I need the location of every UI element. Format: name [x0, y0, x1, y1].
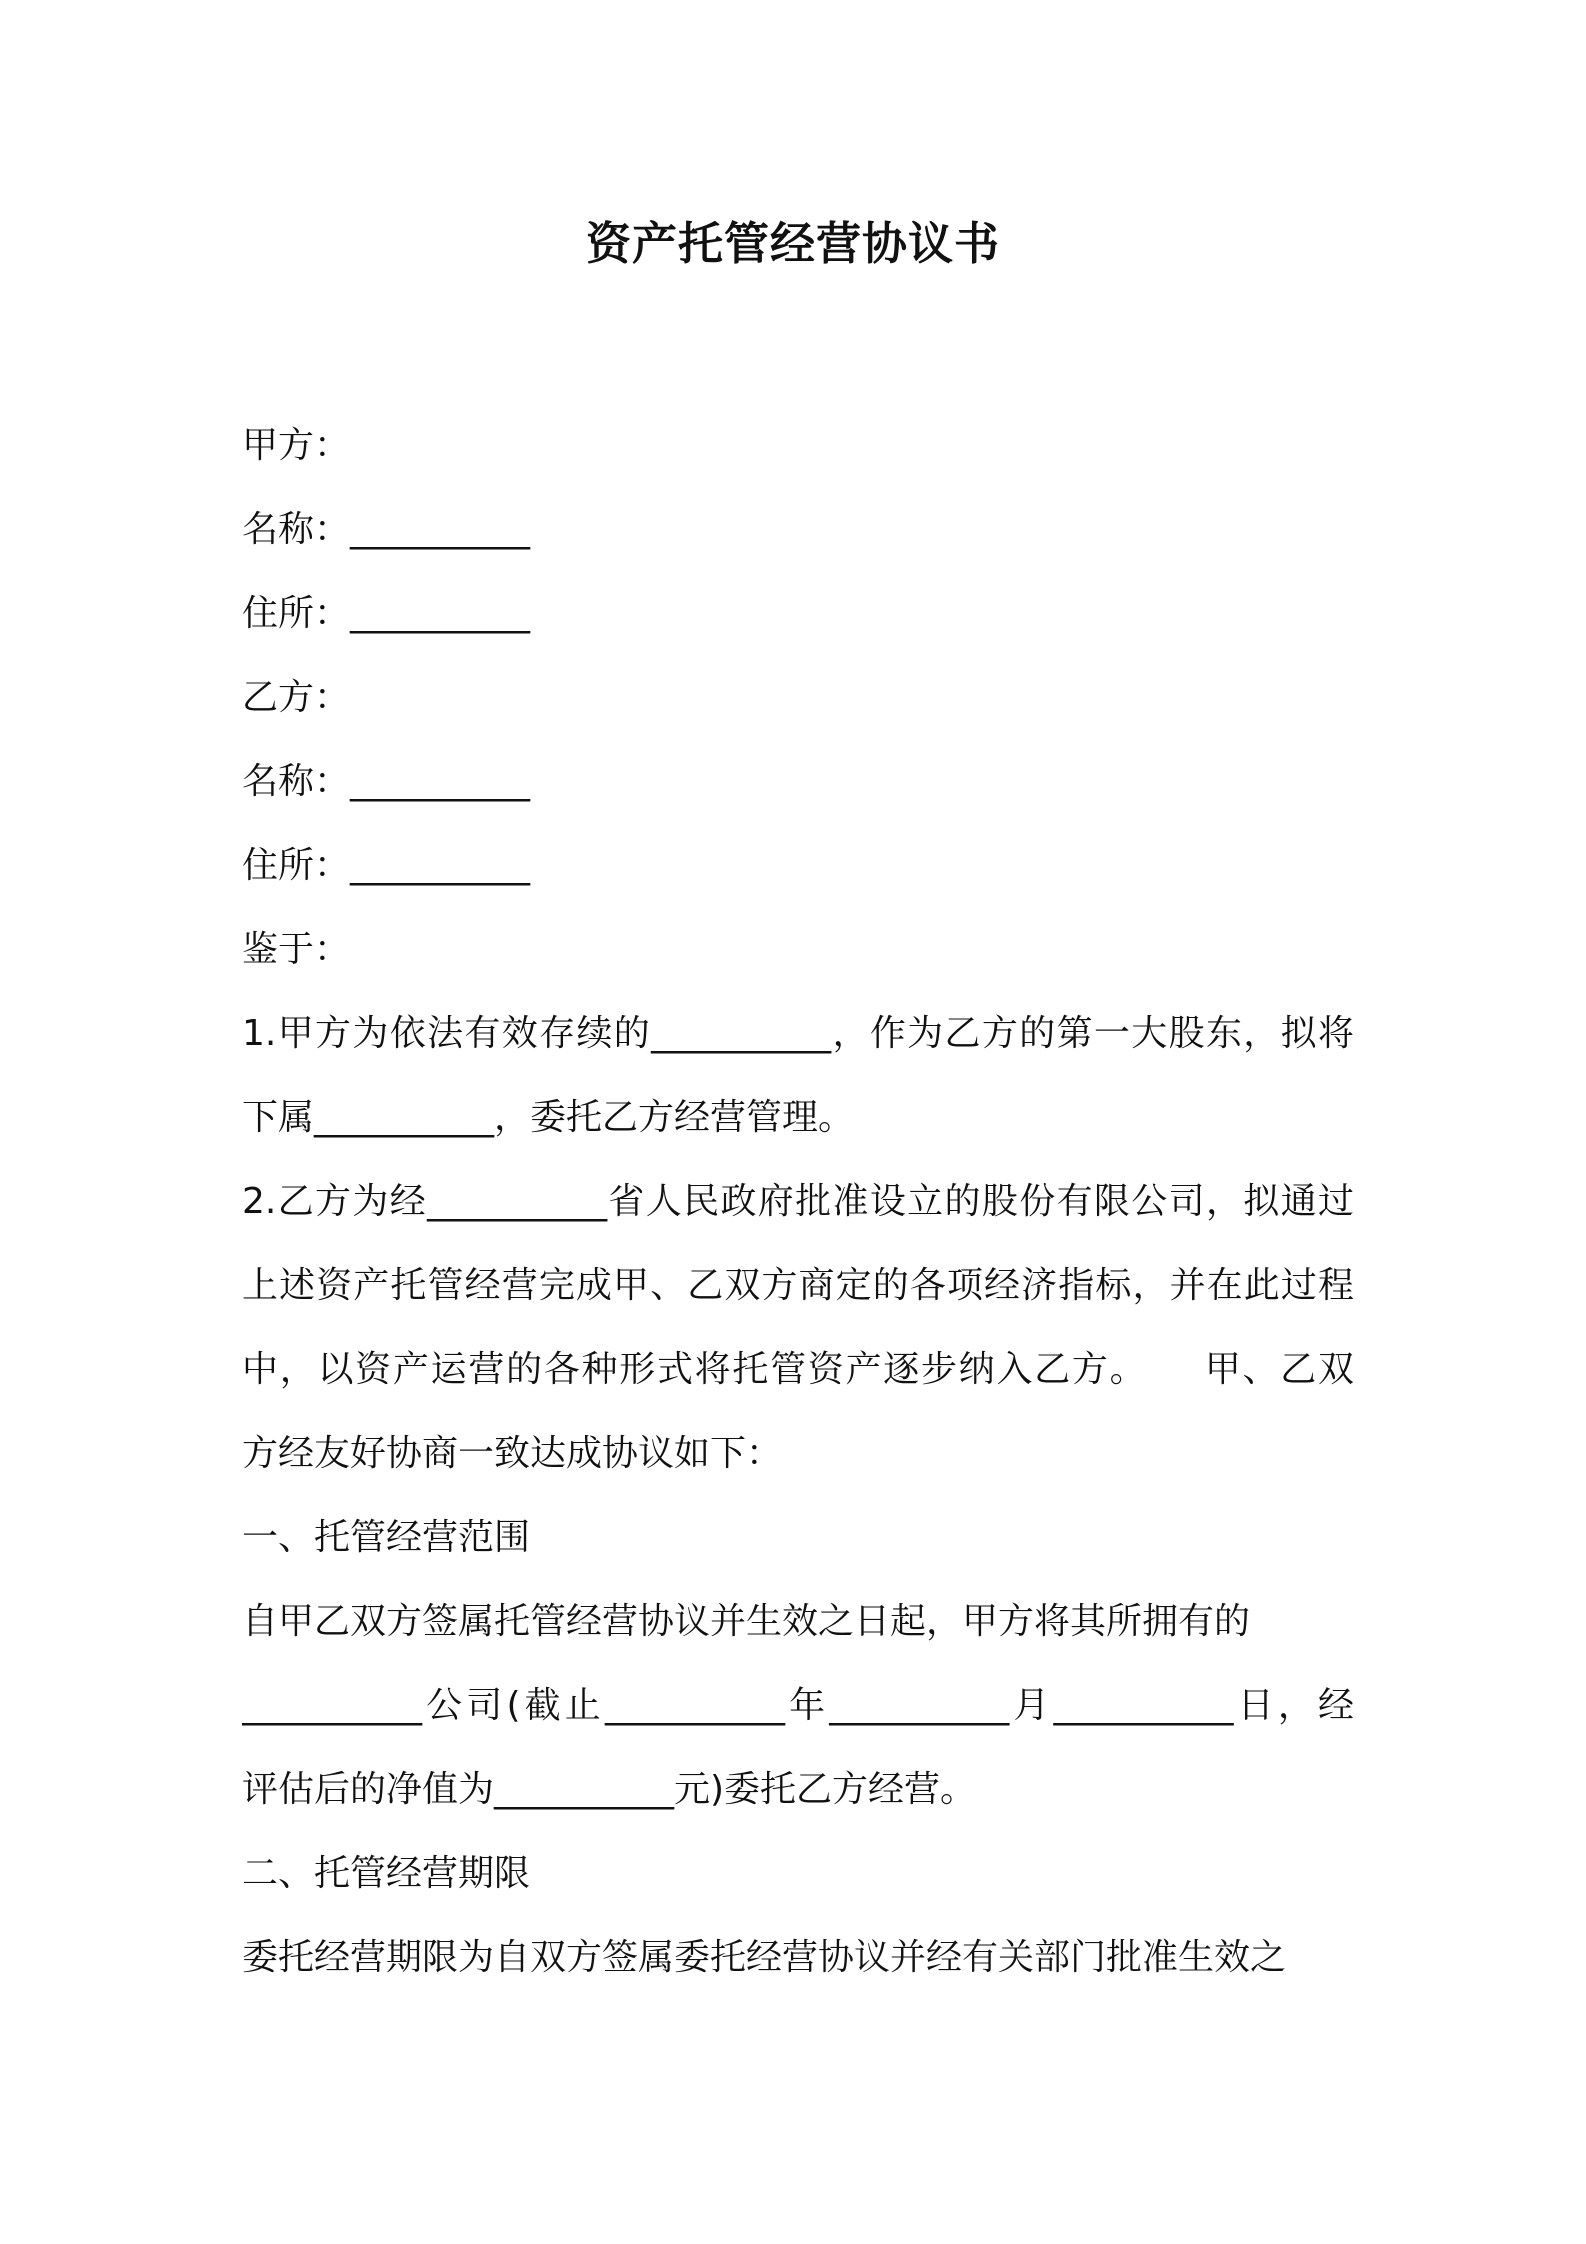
section-1-heading: 一、托管经营范围	[242, 1517, 531, 1558]
recital-2-line-1: 2.乙方为经__________省人民政府批准设立的股份有限公司，拟通过	[242, 1181, 1354, 1222]
party-a-address-field: 住所：__________	[242, 593, 531, 634]
section-1-line-2: __________公司(截止__________年__________月__________日，经	[242, 1685, 1354, 1726]
recital-2-line-4: 方经友好协商一致达成协议如下：	[242, 1433, 783, 1474]
recital-1-line-2: 下属__________，委托乙方经营管理。	[242, 1097, 855, 1138]
section-2-line-1: 委托经营期限为自双方签属委托经营协议并经有关部门批准生效之	[242, 1937, 1287, 1978]
section-1-line-1: 自甲乙双方签属托管经营协议并生效之日起，甲方将其所拥有的	[242, 1601, 1251, 1642]
document-body	[242, 404, 1354, 2000]
recital-1-line-1: 1.甲方为依法有效存续的__________，作为乙方的第一大股东，拟将	[242, 1013, 1354, 1054]
recital-2-line-2: 上述资产托管经营完成甲、乙双方商定的各项经济指标，并在此过程	[242, 1265, 1354, 1306]
document-title: 资产托管经营协议书	[585, 217, 1000, 270]
party-a-heading: 甲方：	[242, 425, 351, 466]
party-b-name-field: 名称：__________	[242, 761, 531, 802]
section-2-heading: 二、托管经营期限	[242, 1853, 531, 1894]
recital-2-line-3: 中，以资产运营的各种形式将托管资产逐步纳入乙方。 甲、乙双	[242, 1349, 1354, 1390]
party-b-heading: 乙方：	[242, 677, 351, 718]
party-b-address-field: 住所：__________	[242, 845, 531, 886]
whereas-heading: 鉴于：	[242, 929, 351, 970]
party-a-name-field: 名称：__________	[242, 509, 531, 550]
section-1-line-3: 评估后的净值为__________元)委托乙方经营。	[242, 1769, 977, 1810]
